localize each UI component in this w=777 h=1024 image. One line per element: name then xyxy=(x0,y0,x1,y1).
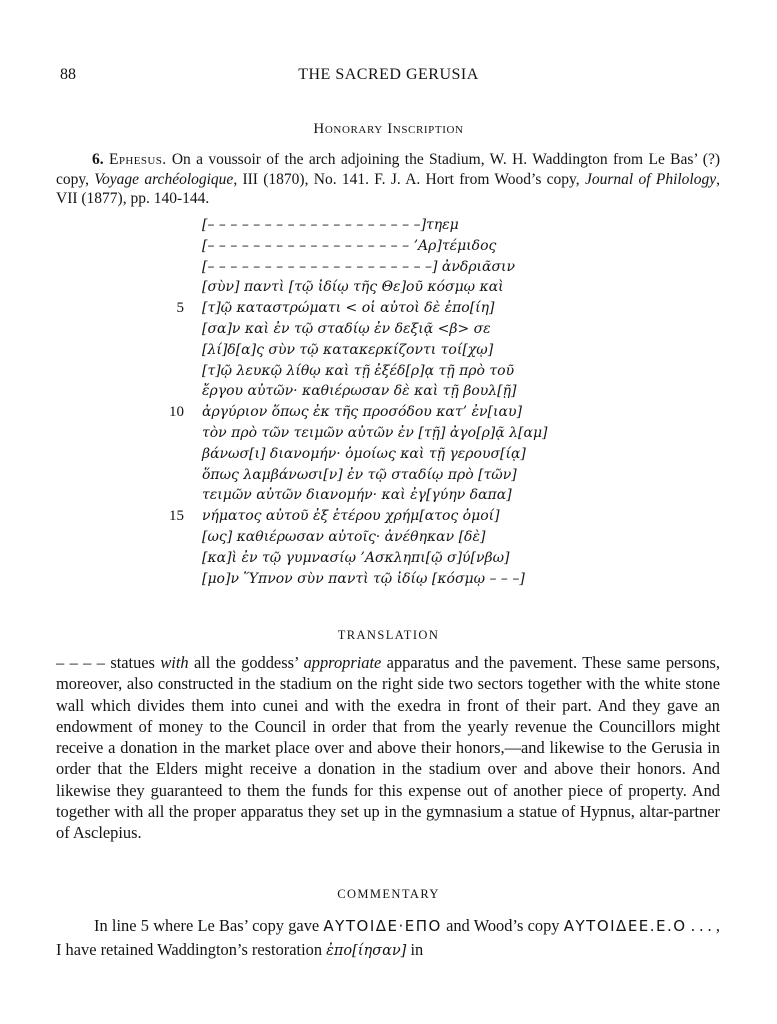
page-number: 88 xyxy=(60,66,76,83)
inscription-line xyxy=(160,423,580,444)
intro-text: , III (1870), No. 141. F. J. A. Hort from Wood’s copy, xyxy=(233,170,585,188)
page-header xyxy=(0,66,777,88)
inscription-text: [μο]ν Ὕπνον σὺν παντὶ τῷ ἰδίῳ [κόσμῳ – – –] xyxy=(202,570,525,587)
inscription-text: τειμῶν αὐτῶν διανομήν· καὶ ἐγ[γύην δαπα] xyxy=(202,487,512,504)
uncial-transcription: ΑΥΤΟΙΔΕ·ΕΠΟ xyxy=(323,917,442,935)
inscription-line xyxy=(160,465,580,486)
inscription-line xyxy=(160,277,580,298)
commentary-run: . . . , I have retained Waddington’s restoration xyxy=(56,916,720,959)
inscription-line xyxy=(160,444,580,465)
inscription-text: [κα]ὶ ἐν τῷ γυμνασίῳ ’Ασκληπι[ῷ σ]ύ[νβω] xyxy=(202,549,510,566)
translation-heading: TRANSLATION xyxy=(337,628,440,642)
translation-emphasis: appropriate xyxy=(303,653,382,672)
translation-run: – – – – statues xyxy=(56,653,161,672)
inscription-text: [ως] καθιέρωσαν αὐτοῖς· ἀνέθηκαν [δὲ] xyxy=(202,528,486,545)
translation-emphasis: with xyxy=(160,653,189,672)
entry-place: Ephesus. xyxy=(108,151,167,168)
inscription-text: [– – – – – – – – – – – – – – – – – – –]τηεμ xyxy=(202,217,459,233)
translation-run: all the goddess’ xyxy=(188,653,304,672)
section-title: Honorary Inscription xyxy=(313,121,464,137)
inscription-text: νήματος αὐτοῦ ἐξ ἑτέρου χρήμ[ατος ὁμοί] xyxy=(202,508,500,525)
greek-restoration: ἐπο[ίησαν] xyxy=(326,943,407,959)
inscription-line xyxy=(160,381,580,402)
inscription-line xyxy=(160,361,580,382)
commentary-run: and Wood’s copy xyxy=(441,916,564,935)
intro-citation-title: Voyage archéologique xyxy=(94,170,234,188)
inscription-text: τὸν πρὸ τῶν τειμῶν αὐτῶν ἐν [τῇ] ἀγο[ρ]ᾷ λ[αμ] xyxy=(202,424,548,441)
commentary-text xyxy=(56,914,720,963)
intro-text: On a voussoir of the arch adjoining the Stadium, W. H. Waddington from Le Bas’ (?) copy, xyxy=(56,151,720,188)
inscription-text: [σὺν] παντὶ [τῷ ἰδίῳ τῆς Θε]οῦ κόσμῳ καὶ xyxy=(202,279,504,296)
commentary-run: in xyxy=(406,940,424,959)
inscription-line xyxy=(160,527,580,548)
inscription-text: [τ]ῷ λευκῷ λίθῳ καὶ τῇ ἐξέδ[ρ]ᾳ τῇ πρὸ τοῦ xyxy=(202,362,515,379)
inscription-line xyxy=(160,485,580,506)
inscription-line xyxy=(160,298,580,319)
inscription-text: ἔργου αὐτῶν· καθιέρωσαν δὲ καὶ τῇ βουλ[ῇ] xyxy=(202,383,517,400)
inscription-line xyxy=(160,236,580,257)
line-number: 15 xyxy=(169,508,184,525)
inscription-line xyxy=(160,257,580,278)
inscription-line xyxy=(160,319,580,340)
running-title: THE SACRED GERUSIA xyxy=(298,66,479,83)
inscription-text: [– – – – – – – – – – – – – – – – – – ’Αρ]τέμιδος xyxy=(202,237,497,254)
line-number: 10 xyxy=(169,404,184,421)
commentary-heading: COMMENTARY xyxy=(337,887,440,901)
inscription-text: [– – – – – – – – – – – – – – – – – – – –] ἀνδριᾶσιν xyxy=(202,258,516,275)
intro-text: , VII (1877), pp. 140-144. xyxy=(56,170,720,207)
inscription-text: ἀργύριον ὅπως ἐκ τῆς προσόδου κατ’ ἐν[ιαυ] xyxy=(202,404,522,421)
commentary-run: In line 5 where Le Bas’ copy gave xyxy=(94,916,324,935)
inscription-line xyxy=(160,402,580,423)
inscription-line xyxy=(160,506,580,527)
inscription-line xyxy=(160,548,580,569)
inscription-text: [σα]ν καὶ ἐν τῷ σταδίῳ ἐν δεξιᾷ <β> σε xyxy=(202,320,491,337)
uncial-transcription: ΑΥΤΟΙΔΕΕ.Ε.Ο xyxy=(563,917,687,935)
inscription-text: [τ]ῷ καταστρώματι < οἱ αὐτοὶ δὲ ἐπο[ίη] xyxy=(202,300,495,317)
inscription-text: [λί]δ[α]ς σὺν τῷ κατακερκίζοντι τοί[χῳ] xyxy=(202,341,494,358)
inscription-text: ὅπως λαμβάνωσι[ν] ἐν τῷ σταδίῳ πρὸ [τῶν] xyxy=(202,466,517,483)
intro-citation-title: Journal of Philology xyxy=(584,170,717,188)
inscription-intro xyxy=(56,150,720,209)
line-number: 5 xyxy=(176,300,184,317)
inscription-text: βάνωσ[ι] διανομήν· ὁμοίως καὶ τῇ γερουσ[ίᾳ] xyxy=(202,445,526,462)
translation-text xyxy=(56,652,720,844)
inscription-line xyxy=(160,569,580,590)
translation-run: apparatus and the pavement. These same persons, moreover, also constructed in the stadium on the right side two sectors together with the white stone wall which divides them into cunei and with the exedra in front of their part. And they gave an endowment of money to the Council in order that from the yearly revenue the Councillors might receive a donation in the market place over and above their honors,—and likewise to the Gerusia in order that the Elders might receive a donation in the stadium over and above their honors. And likewise they guaranteed to them the funds for this expense out of another piece of property. And together with all the proper apparatus they set up in the gymnasium a statue of Hypnus, altar-partner of Asclepius. xyxy=(56,653,720,843)
greek-inscription xyxy=(160,215,580,589)
inscription-line xyxy=(160,215,580,236)
inscription-line xyxy=(160,340,580,361)
entry-number: 6. xyxy=(92,151,104,168)
